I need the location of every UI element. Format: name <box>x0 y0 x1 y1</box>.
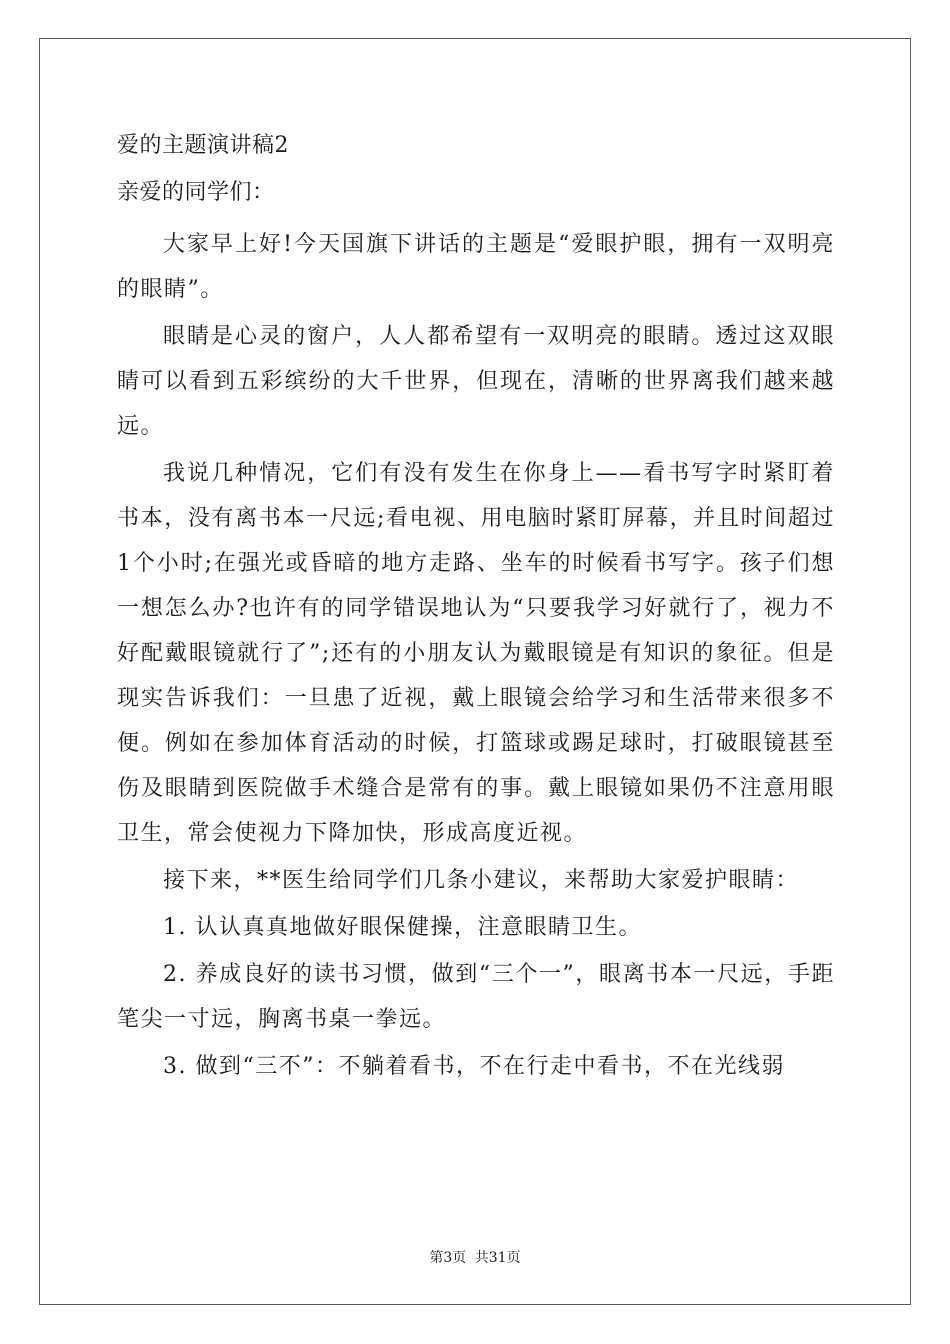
total-pages: 共31页 <box>474 1250 521 1266</box>
list-item: 3. 做到“三不”：不躺着看书，不在行走中看书，不在光线弱 <box>163 1054 785 1079</box>
document-body <box>117 128 835 1091</box>
list-item: 1. 认认真真地做好眼保健操，注意眼睛卫生。 <box>163 915 642 940</box>
page-footer <box>0 1247 950 1267</box>
salutation: 亲爱的同学们： <box>117 180 275 205</box>
paragraph: 我说几种情况，它们有没有发生在你身上——看书写字时紧盯着书本，没有离书本一尺远;看电视、用电脑时紧盯屏幕，并且时间超过1个小时;在强光或昏暗的地方走路、坐车的时候看书写字。孩子们想一想怎么办?也许有的同学错误地认为“只要我学习好就行了，视力不好配戴眼镜就行了”;还有的小朋友认为戴眼镜是有知识的象征。但是现实告诉我们：一旦患了近视，戴上眼镜会给学习和生活带来很多不便。例如在参加体育活动的时候，打篮球或踢足球时，打破眼镜甚至伤及眼睛到医院做手术缝合是常有的事。戴上眼镜如果仍不注意用眼卫生，常会使视力下降加快，形成高度近视。 <box>117 461 835 846</box>
list-item: 2. 养成良好的读书习惯，做到“三个一”，眼离书本一尺远，手距笔尖一寸远，胸离书桌一拳远。 <box>117 962 835 1032</box>
current-page-number: 第3页 <box>429 1250 467 1266</box>
paragraph: 大家早上好!今天国旗下讲话的主题是“爱眼护眼，拥有一双明亮的眼睛”。 <box>117 232 835 302</box>
paragraph: 接下来，**医生给同学们几条小建议，来帮助大家爱护眼睛： <box>163 868 800 893</box>
document-title: 爱的主题演讲稿2 <box>117 133 289 158</box>
paragraph: 眼睛是心灵的窗户，人人都希望有一双明亮的眼睛。透过这双眼睛可以看到五彩缤纷的大千世界，但现在，清晰的世界离我们越来越远。 <box>117 324 835 439</box>
